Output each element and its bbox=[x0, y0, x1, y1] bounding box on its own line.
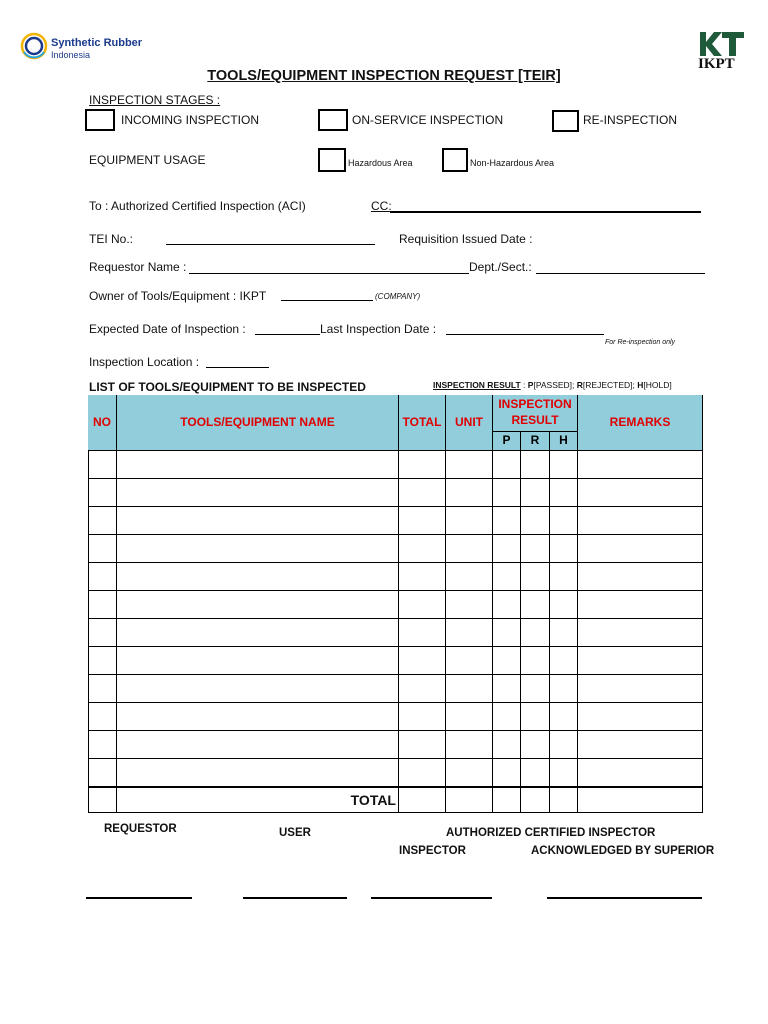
cell-p[interactable] bbox=[493, 479, 521, 507]
inspector-signature-label: INSPECTOR bbox=[399, 845, 466, 857]
cell-p[interactable] bbox=[493, 591, 521, 619]
equipment-usage-label: EQUIPMENT USAGE bbox=[89, 153, 206, 167]
total-row-remarks[interactable] bbox=[578, 787, 703, 813]
cell-h[interactable] bbox=[550, 507, 578, 535]
cc-label: CC: bbox=[371, 199, 392, 213]
cell-p[interactable] bbox=[493, 507, 521, 535]
cell-r[interactable] bbox=[521, 507, 550, 535]
header-h: H bbox=[550, 432, 578, 451]
result-legend bbox=[433, 380, 672, 390]
cell-remarks[interactable] bbox=[578, 731, 703, 759]
cell-remarks[interactable] bbox=[578, 647, 703, 675]
cell-name[interactable] bbox=[117, 507, 399, 535]
legend-p: P bbox=[527, 380, 534, 390]
cell-name[interactable] bbox=[117, 759, 399, 787]
header-no: NO bbox=[88, 395, 117, 451]
cell-remarks[interactable] bbox=[578, 703, 703, 731]
cell-no[interactable] bbox=[88, 563, 117, 591]
cell-no[interactable] bbox=[88, 479, 117, 507]
cell-r[interactable] bbox=[521, 479, 550, 507]
legend-r: R bbox=[576, 380, 583, 390]
cell-no[interactable] bbox=[88, 619, 117, 647]
cell-p[interactable] bbox=[493, 563, 521, 591]
legend-label: INSPECTION RESULT bbox=[433, 380, 521, 390]
cell-no[interactable] bbox=[88, 675, 117, 703]
cell-p[interactable] bbox=[493, 759, 521, 787]
cell-total[interactable] bbox=[399, 759, 446, 787]
expected-date-label: Expected Date of Inspection : bbox=[89, 322, 246, 336]
cell-no[interactable] bbox=[88, 451, 117, 479]
cell-name[interactable] bbox=[117, 451, 399, 479]
cell-h[interactable] bbox=[550, 647, 578, 675]
superior-signature-line[interactable] bbox=[547, 897, 702, 899]
cell-name[interactable] bbox=[117, 479, 399, 507]
cell-remarks[interactable] bbox=[578, 535, 703, 563]
page-title: TOOLS/EQUIPMENT INSPECTION REQUEST [TEIR] bbox=[207, 68, 561, 84]
legend-h: H bbox=[637, 380, 644, 390]
company-name: Synthetic Rubber bbox=[51, 37, 143, 49]
cell-remarks[interactable] bbox=[578, 619, 703, 647]
user-signature-line[interactable] bbox=[243, 897, 347, 899]
on-service-inspection-label: ON-SERVICE INSPECTION bbox=[352, 113, 504, 127]
cell-remarks[interactable] bbox=[578, 507, 703, 535]
cell-unit[interactable] bbox=[446, 703, 493, 731]
cell-remarks[interactable] bbox=[578, 591, 703, 619]
cell-p[interactable] bbox=[493, 703, 521, 731]
cell-unit[interactable] bbox=[446, 731, 493, 759]
cell-total[interactable] bbox=[399, 535, 446, 563]
total-row-h[interactable] bbox=[550, 787, 578, 813]
legend-sep: : bbox=[520, 380, 528, 390]
owner-company-note: (COMPANY) bbox=[375, 292, 421, 301]
cell-p[interactable] bbox=[493, 731, 521, 759]
requestor-signature-line[interactable] bbox=[86, 897, 192, 899]
ikpt-logo-text: IKPT bbox=[698, 56, 735, 72]
header-unit: UNIT bbox=[446, 395, 493, 451]
cell-no[interactable] bbox=[88, 535, 117, 563]
company-sub: Indonesia bbox=[51, 50, 91, 60]
cell-h[interactable] bbox=[550, 703, 578, 731]
cell-no[interactable] bbox=[88, 591, 117, 619]
cell-r[interactable] bbox=[521, 563, 550, 591]
user-signature-label: USER bbox=[279, 827, 311, 839]
cell-no[interactable] bbox=[88, 647, 117, 675]
re-inspection-label: RE-INSPECTION bbox=[583, 113, 678, 127]
total-row-label: TOTAL bbox=[117, 787, 399, 813]
cell-total[interactable] bbox=[399, 591, 446, 619]
hazardous-area-label: Hazardous Area bbox=[348, 158, 413, 168]
owner-label: Owner of Tools/Equipment : IKPT bbox=[89, 289, 267, 303]
cell-name[interactable] bbox=[117, 675, 399, 703]
cc-field[interactable] bbox=[390, 211, 701, 213]
cell-total[interactable] bbox=[399, 675, 446, 703]
cell-unit[interactable] bbox=[446, 563, 493, 591]
cell-r[interactable] bbox=[521, 703, 550, 731]
cell-p[interactable] bbox=[493, 535, 521, 563]
legend-h-text: [HOLD] bbox=[643, 380, 672, 390]
synthetic-rubber-ring-icon bbox=[20, 32, 48, 60]
cell-total[interactable] bbox=[399, 619, 446, 647]
header-total: TOTAL bbox=[399, 395, 446, 451]
cell-r[interactable] bbox=[521, 535, 550, 563]
cell-name[interactable] bbox=[117, 535, 399, 563]
total-row-p[interactable] bbox=[493, 787, 521, 813]
cell-remarks[interactable] bbox=[578, 759, 703, 787]
cell-p[interactable] bbox=[493, 619, 521, 647]
requestor-name-field[interactable] bbox=[189, 273, 469, 274]
hazardous-area-checkbox[interactable] bbox=[318, 148, 346, 172]
cell-no[interactable] bbox=[88, 703, 117, 731]
total-row-no bbox=[88, 787, 117, 813]
header-inspection-result: INSPECTION RESULT bbox=[493, 395, 578, 432]
cell-name[interactable] bbox=[117, 619, 399, 647]
non-hazardous-area-checkbox[interactable] bbox=[442, 148, 468, 172]
to-label: To : Authorized Certified Inspection (ACI) bbox=[89, 199, 306, 213]
requestor-signature-label: REQUESTOR bbox=[104, 823, 177, 835]
cell-total[interactable] bbox=[399, 647, 446, 675]
requisition-date-label: Requisition Issued Date : bbox=[399, 232, 533, 246]
incoming-inspection-label: INCOMING INSPECTION bbox=[121, 113, 260, 127]
legend-p-text: [PASSED]; bbox=[533, 380, 577, 390]
cell-total[interactable] bbox=[399, 703, 446, 731]
cell-h[interactable] bbox=[550, 759, 578, 787]
total-row-r[interactable] bbox=[521, 787, 550, 813]
non-hazardous-area-label: Non-Hazardous Area bbox=[470, 158, 555, 168]
cell-name[interactable] bbox=[117, 591, 399, 619]
aci-signature-label: AUTHORIZED CERTIFIED INSPECTOR bbox=[446, 827, 656, 839]
header-name: TOOLS/EQUIPMENT NAME bbox=[117, 395, 399, 451]
cell-no[interactable] bbox=[88, 731, 117, 759]
cell-no[interactable] bbox=[88, 759, 117, 787]
cell-remarks[interactable] bbox=[578, 563, 703, 591]
cell-total[interactable] bbox=[399, 479, 446, 507]
cell-total[interactable] bbox=[399, 451, 446, 479]
cell-remarks[interactable] bbox=[578, 675, 703, 703]
cell-r[interactable] bbox=[521, 619, 550, 647]
cell-p[interactable] bbox=[493, 451, 521, 479]
header-p: P bbox=[493, 432, 521, 451]
inspection-location-field[interactable] bbox=[206, 367, 269, 368]
cell-h[interactable] bbox=[550, 675, 578, 703]
cell-unit[interactable] bbox=[446, 479, 493, 507]
cell-h[interactable] bbox=[550, 451, 578, 479]
requestor-name-label: Requestor Name : bbox=[89, 260, 187, 274]
cell-r[interactable] bbox=[521, 451, 550, 479]
inspection-stages-label: INSPECTION STAGES : bbox=[89, 93, 221, 107]
cell-unit[interactable] bbox=[446, 619, 493, 647]
last-inspection-field[interactable] bbox=[446, 334, 604, 335]
cell-name[interactable] bbox=[117, 563, 399, 591]
cell-total[interactable] bbox=[399, 731, 446, 759]
cell-remarks[interactable] bbox=[578, 479, 703, 507]
reinspection-note: For Re-inspection only bbox=[605, 339, 676, 346]
cell-name[interactable] bbox=[117, 731, 399, 759]
cell-p[interactable] bbox=[493, 675, 521, 703]
cell-unit[interactable] bbox=[446, 507, 493, 535]
owner-field[interactable] bbox=[281, 300, 373, 301]
synthetic-rubber-logo bbox=[20, 32, 150, 64]
cell-unit[interactable] bbox=[446, 451, 493, 479]
header-remarks: REMARKS bbox=[578, 395, 703, 451]
on-service-inspection-checkbox[interactable] bbox=[318, 109, 348, 131]
cell-unit[interactable] bbox=[446, 535, 493, 563]
inspection-location-label: Inspection Location : bbox=[89, 355, 200, 369]
dept-field[interactable] bbox=[536, 273, 705, 274]
cell-h[interactable] bbox=[550, 591, 578, 619]
cell-h[interactable] bbox=[550, 563, 578, 591]
list-title: LIST OF TOOLS/EQUIPMENT TO BE INSPECTED bbox=[89, 380, 366, 394]
cell-r[interactable] bbox=[521, 731, 550, 759]
expected-date-field[interactable] bbox=[255, 334, 320, 335]
total-row-total[interactable] bbox=[399, 787, 446, 813]
cell-p[interactable] bbox=[493, 647, 521, 675]
cell-remarks[interactable] bbox=[578, 451, 703, 479]
cell-h[interactable] bbox=[550, 479, 578, 507]
cell-r[interactable] bbox=[521, 647, 550, 675]
inspector-signature-line[interactable] bbox=[371, 897, 492, 899]
cell-name[interactable] bbox=[117, 647, 399, 675]
cell-h[interactable] bbox=[550, 619, 578, 647]
cell-total[interactable] bbox=[399, 507, 446, 535]
cell-unit[interactable] bbox=[446, 647, 493, 675]
cell-unit[interactable] bbox=[446, 759, 493, 787]
cell-r[interactable] bbox=[521, 675, 550, 703]
cell-name[interactable] bbox=[117, 703, 399, 731]
cell-r[interactable] bbox=[521, 759, 550, 787]
legend-r-text: [REJECTED]; bbox=[582, 380, 638, 390]
cell-no[interactable] bbox=[88, 507, 117, 535]
tei-no-field[interactable] bbox=[166, 244, 375, 245]
acknowledged-signature-label: ACKNOWLEDGED BY SUPERIOR bbox=[531, 845, 715, 857]
cell-unit[interactable] bbox=[446, 591, 493, 619]
tei-no-label: TEI No.: bbox=[89, 232, 134, 246]
total-row-unit[interactable] bbox=[446, 787, 493, 813]
incoming-inspection-checkbox[interactable] bbox=[85, 109, 115, 131]
inspection-table bbox=[88, 395, 703, 813]
header-r: R bbox=[521, 432, 550, 451]
cell-h[interactable] bbox=[550, 535, 578, 563]
dept-label: Dept./Sect.: bbox=[469, 260, 532, 274]
cell-h[interactable] bbox=[550, 731, 578, 759]
cell-r[interactable] bbox=[521, 591, 550, 619]
cell-unit[interactable] bbox=[446, 675, 493, 703]
re-inspection-checkbox[interactable] bbox=[552, 110, 579, 132]
cell-total[interactable] bbox=[399, 563, 446, 591]
last-inspection-label: Last Inspection Date : bbox=[320, 322, 437, 336]
